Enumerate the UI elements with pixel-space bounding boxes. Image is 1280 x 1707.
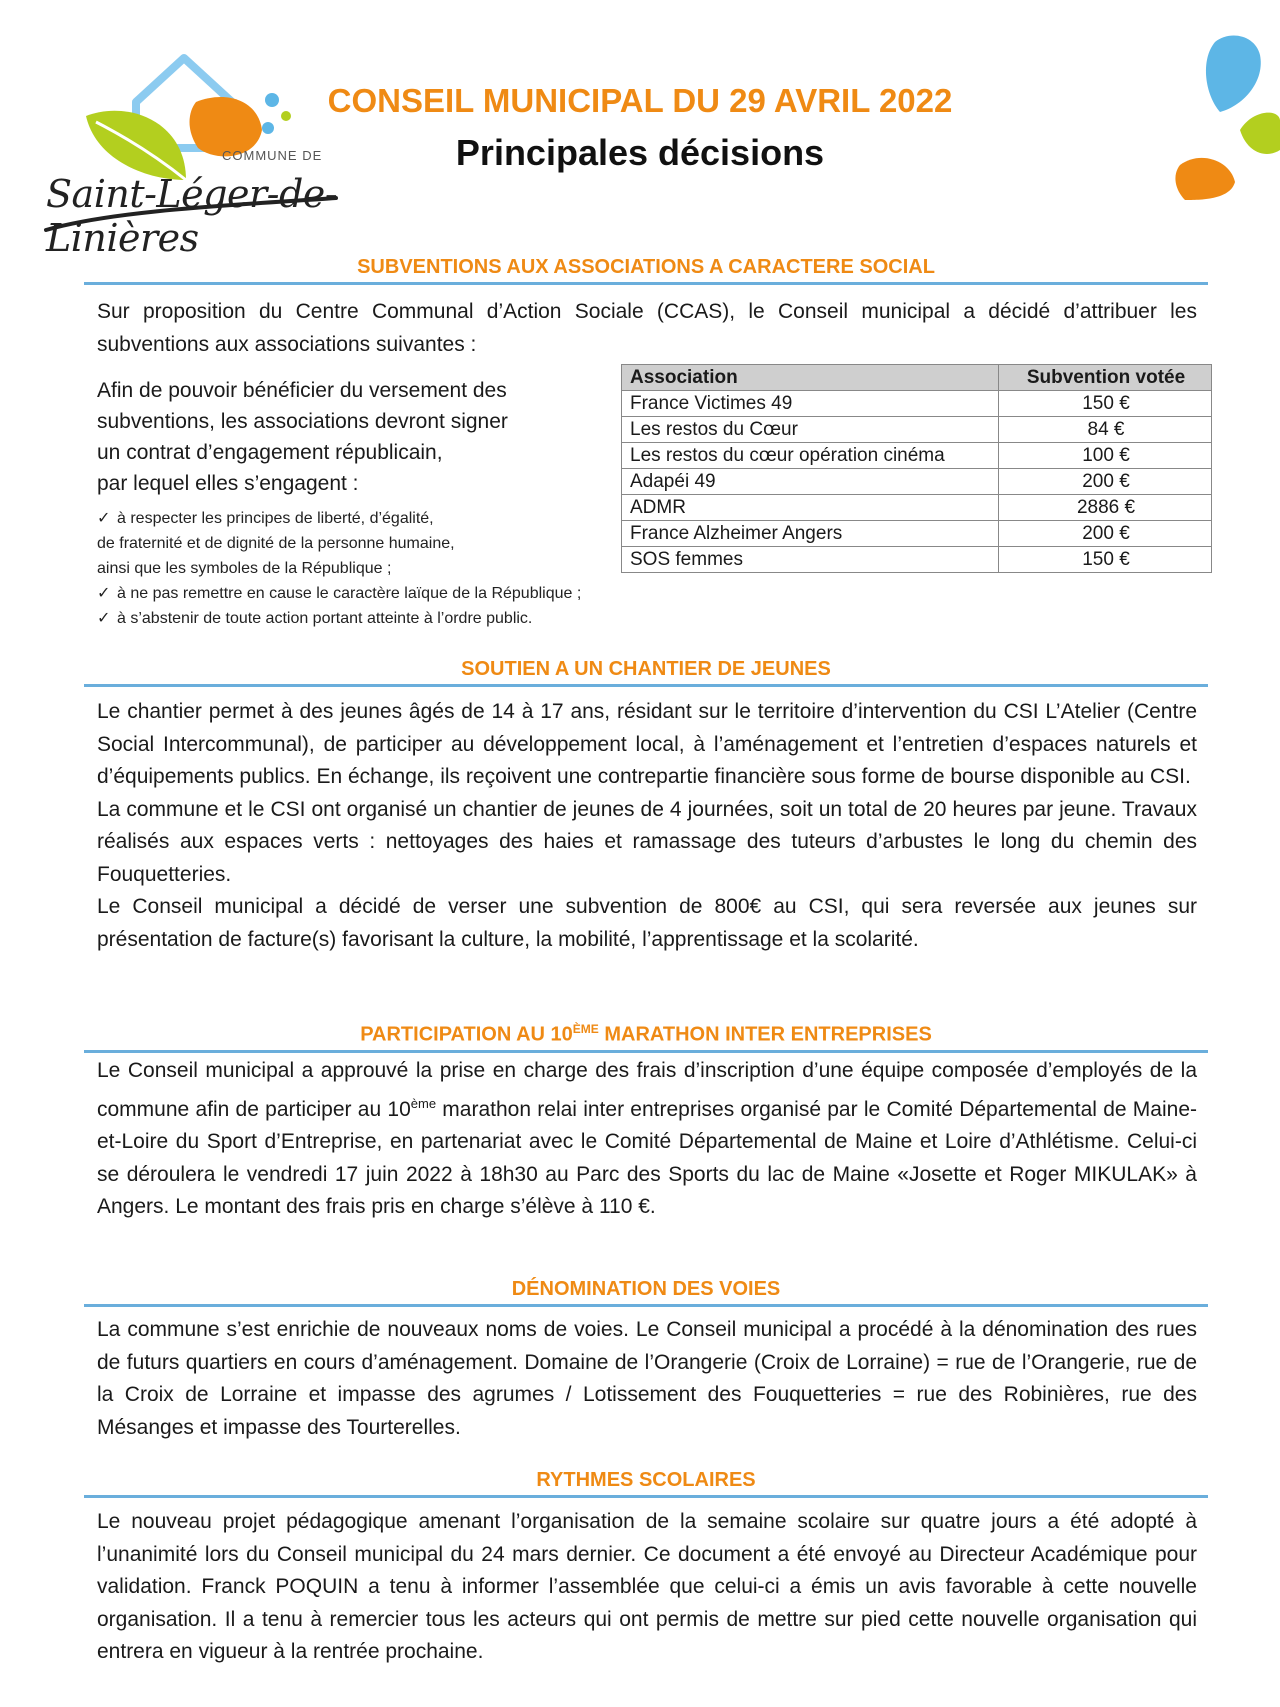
list-item: ✓ à ne pas remettre en cause le caractère laïque de la République ;: [97, 581, 747, 606]
amount-cell: 150 €: [999, 547, 1212, 573]
aside-line: un contrat d’engagement républicain,: [97, 441, 443, 464]
commune-logo: [36, 30, 366, 260]
table-row: [622, 443, 1212, 469]
table-row: [622, 391, 1212, 417]
amount-cell: 150 €: [999, 391, 1212, 417]
paragraph: Le Conseil municipal a décidé de verser une subvention de 800€ au CSI, qui sera reversée aux jeunes sur présentation de facture(s) favorisant la culture, la mobilité, l’apprentissage et la scolarité.: [97, 895, 1197, 951]
page-title: CONSEIL MUNICIPAL DU 29 AVRIL 2022: [327, 82, 953, 119]
aside-line: Afin de pouvoir bénéficier du versement des: [97, 379, 507, 402]
aside-line: subventions, les associations devront signer: [97, 410, 508, 433]
table-header-row: [622, 365, 1212, 391]
subventions-table: [621, 364, 1212, 573]
list-item: ✓ à s’abstenir de toute action portant atteinte à l’ordre public.: [97, 606, 747, 631]
table-row: [622, 417, 1212, 443]
marathon-body: [97, 1055, 1197, 1224]
paragraph: Le nouveau projet pédagogique amenant l’organisation de la semaine scolaire sur quatre jours a été adopté à l’unanimité lors du Conseil municipal du 24 mars dernier. Ce document a été envoyé au Directeur Académique pour validation. Franck POQUIN a tenu à informer l’assemblée que celui-ci a émis un avis favorable à cette nouvelle organisation. Il a tenu à remercier tous les acteurs qui ont permis de mettre sur pied cette nouvelle organisation qui entrera en vigueur à la rentrée prochaine.: [97, 1510, 1197, 1663]
table-row: [622, 521, 1212, 547]
paragraph: Le Conseil municipal a approuvé la prise en charge des frais d’inscription d’une équipe composée d’employés de la commune afin de participer au 10ème marathon relai inter entreprises organisé par le Comité Départemental de Maine-et-Loire du Sport d’Entreprise, en partenariat avec le Comité Départemental de Maine et Loire d’Athlétisme. Celui-ci se déroulera le vendredi 17 juin 2022 à 18h30 au Parc des Sports du lac de Maine «Josette et Roger MIKULAK» à Angers. Le montant des frais pris en charge s’élève à 110 €.: [97, 1059, 1197, 1218]
association-cell: France Victimes 49: [622, 391, 999, 417]
section-heading-subventions: SUBVENTIONS AUX ASSOCIATIONS A CARACTERE SOCIAL: [84, 254, 1208, 285]
aside-line: par lequel elles s’engagent :: [97, 472, 359, 495]
amount-cell: 200 €: [999, 469, 1212, 495]
association-cell: France Alzheimer Angers: [622, 521, 999, 547]
section-heading-voies: DÉNOMINATION DES VOIES: [84, 1276, 1208, 1307]
checkmark-icon: ✓: [97, 610, 111, 627]
rythmes-body: [97, 1506, 1197, 1669]
association-cell: Adapéi 49: [622, 469, 999, 495]
page-subtitle: Principales décisions: [455, 132, 825, 173]
table-row: [622, 469, 1212, 495]
checkmark-icon: ✓: [97, 510, 111, 527]
list-item: ✓ à respecter les principes de liberté, d’égalité,: [97, 506, 747, 531]
voies-body: [97, 1314, 1197, 1444]
association-cell: Les restos du cœur opération cinéma: [622, 443, 999, 469]
amount-cell: 2886 €: [999, 495, 1212, 521]
paragraph: Le chantier permet à des jeunes âgés de 14 à 17 ans, résidant sur le territoire d’intervention du CSI L’Atelier (Centre Social Intercommunal), de participer au développement local, à l’aménagement et l’entretien d’espaces naturels et d’équipements publics. En échange, ils reçoivent une contrepartie financière sous forme de bourse disponible au CSI.: [97, 700, 1197, 788]
section-heading-chantier: SOUTIEN A UN CHANTIER DE JEUNES: [84, 656, 1208, 687]
paragraph: La commune s’est enrichie de nouveaux noms de voies. Le Conseil municipal a procédé à la dénomination des rues de futurs quartiers en cours d’aménagement. Domaine de l’Orangerie (Croix de Lorraine) = rue de l’Orangerie, rue de la Croix de Lorraine et impasse des agrumes / Lotissement des Fouquetteries = rue des Robinières, rue des Mésanges et impasse des Tourterelles.: [97, 1318, 1197, 1439]
logo-commune-label: COMMUNE DE: [222, 148, 323, 163]
amount-cell: 200 €: [999, 521, 1212, 547]
section-heading-marathon: PARTICIPATION AU 10ÈME MARATHON INTER ENTREPRISES: [84, 1016, 1208, 1053]
association-cell: Les restos du Cœur: [622, 417, 999, 443]
association-cell: ADMR: [622, 495, 999, 521]
contract-conditions: [97, 375, 657, 499]
association-cell: SOS femmes: [622, 547, 999, 573]
table-row: [622, 547, 1212, 573]
section-heading-rythmes: RYTHMES SCOLAIRES: [84, 1467, 1208, 1498]
list-item: de fraternité et de dignité de la personne humaine,: [97, 535, 455, 552]
table-row: [622, 495, 1212, 521]
subventions-intro: [97, 296, 1197, 361]
column-header-subvention: Subvention votée: [999, 365, 1212, 391]
logo-commune-name: Saint-Léger-de-Linières: [46, 172, 338, 260]
amount-cell: 100 €: [999, 443, 1212, 469]
paragraph: La commune et le CSI ont organisé un chantier de jeunes de 4 journées, soit un total de 20 heures par jeune. Travaux réalisés aux espaces verts : nettoyages des haies et ramassage des tuteurs d’arbustes le long du chemin des Fouquetteries.: [97, 797, 1197, 886]
list-item: ainsi que les symboles de la République ;: [97, 560, 392, 577]
column-header-association: Association: [622, 365, 999, 391]
subventions-intro-text: Sur proposition du Centre Communal d’Action Sociale (CCAS), le Conseil municipal a décidé d’attribuer les subventions aux associations suivantes :: [97, 300, 1197, 356]
chantier-body: [97, 696, 1197, 956]
decorative-drops-icon: [1080, 0, 1280, 200]
amount-cell: 84 €: [999, 417, 1212, 443]
checkmark-icon: ✓: [97, 585, 111, 602]
